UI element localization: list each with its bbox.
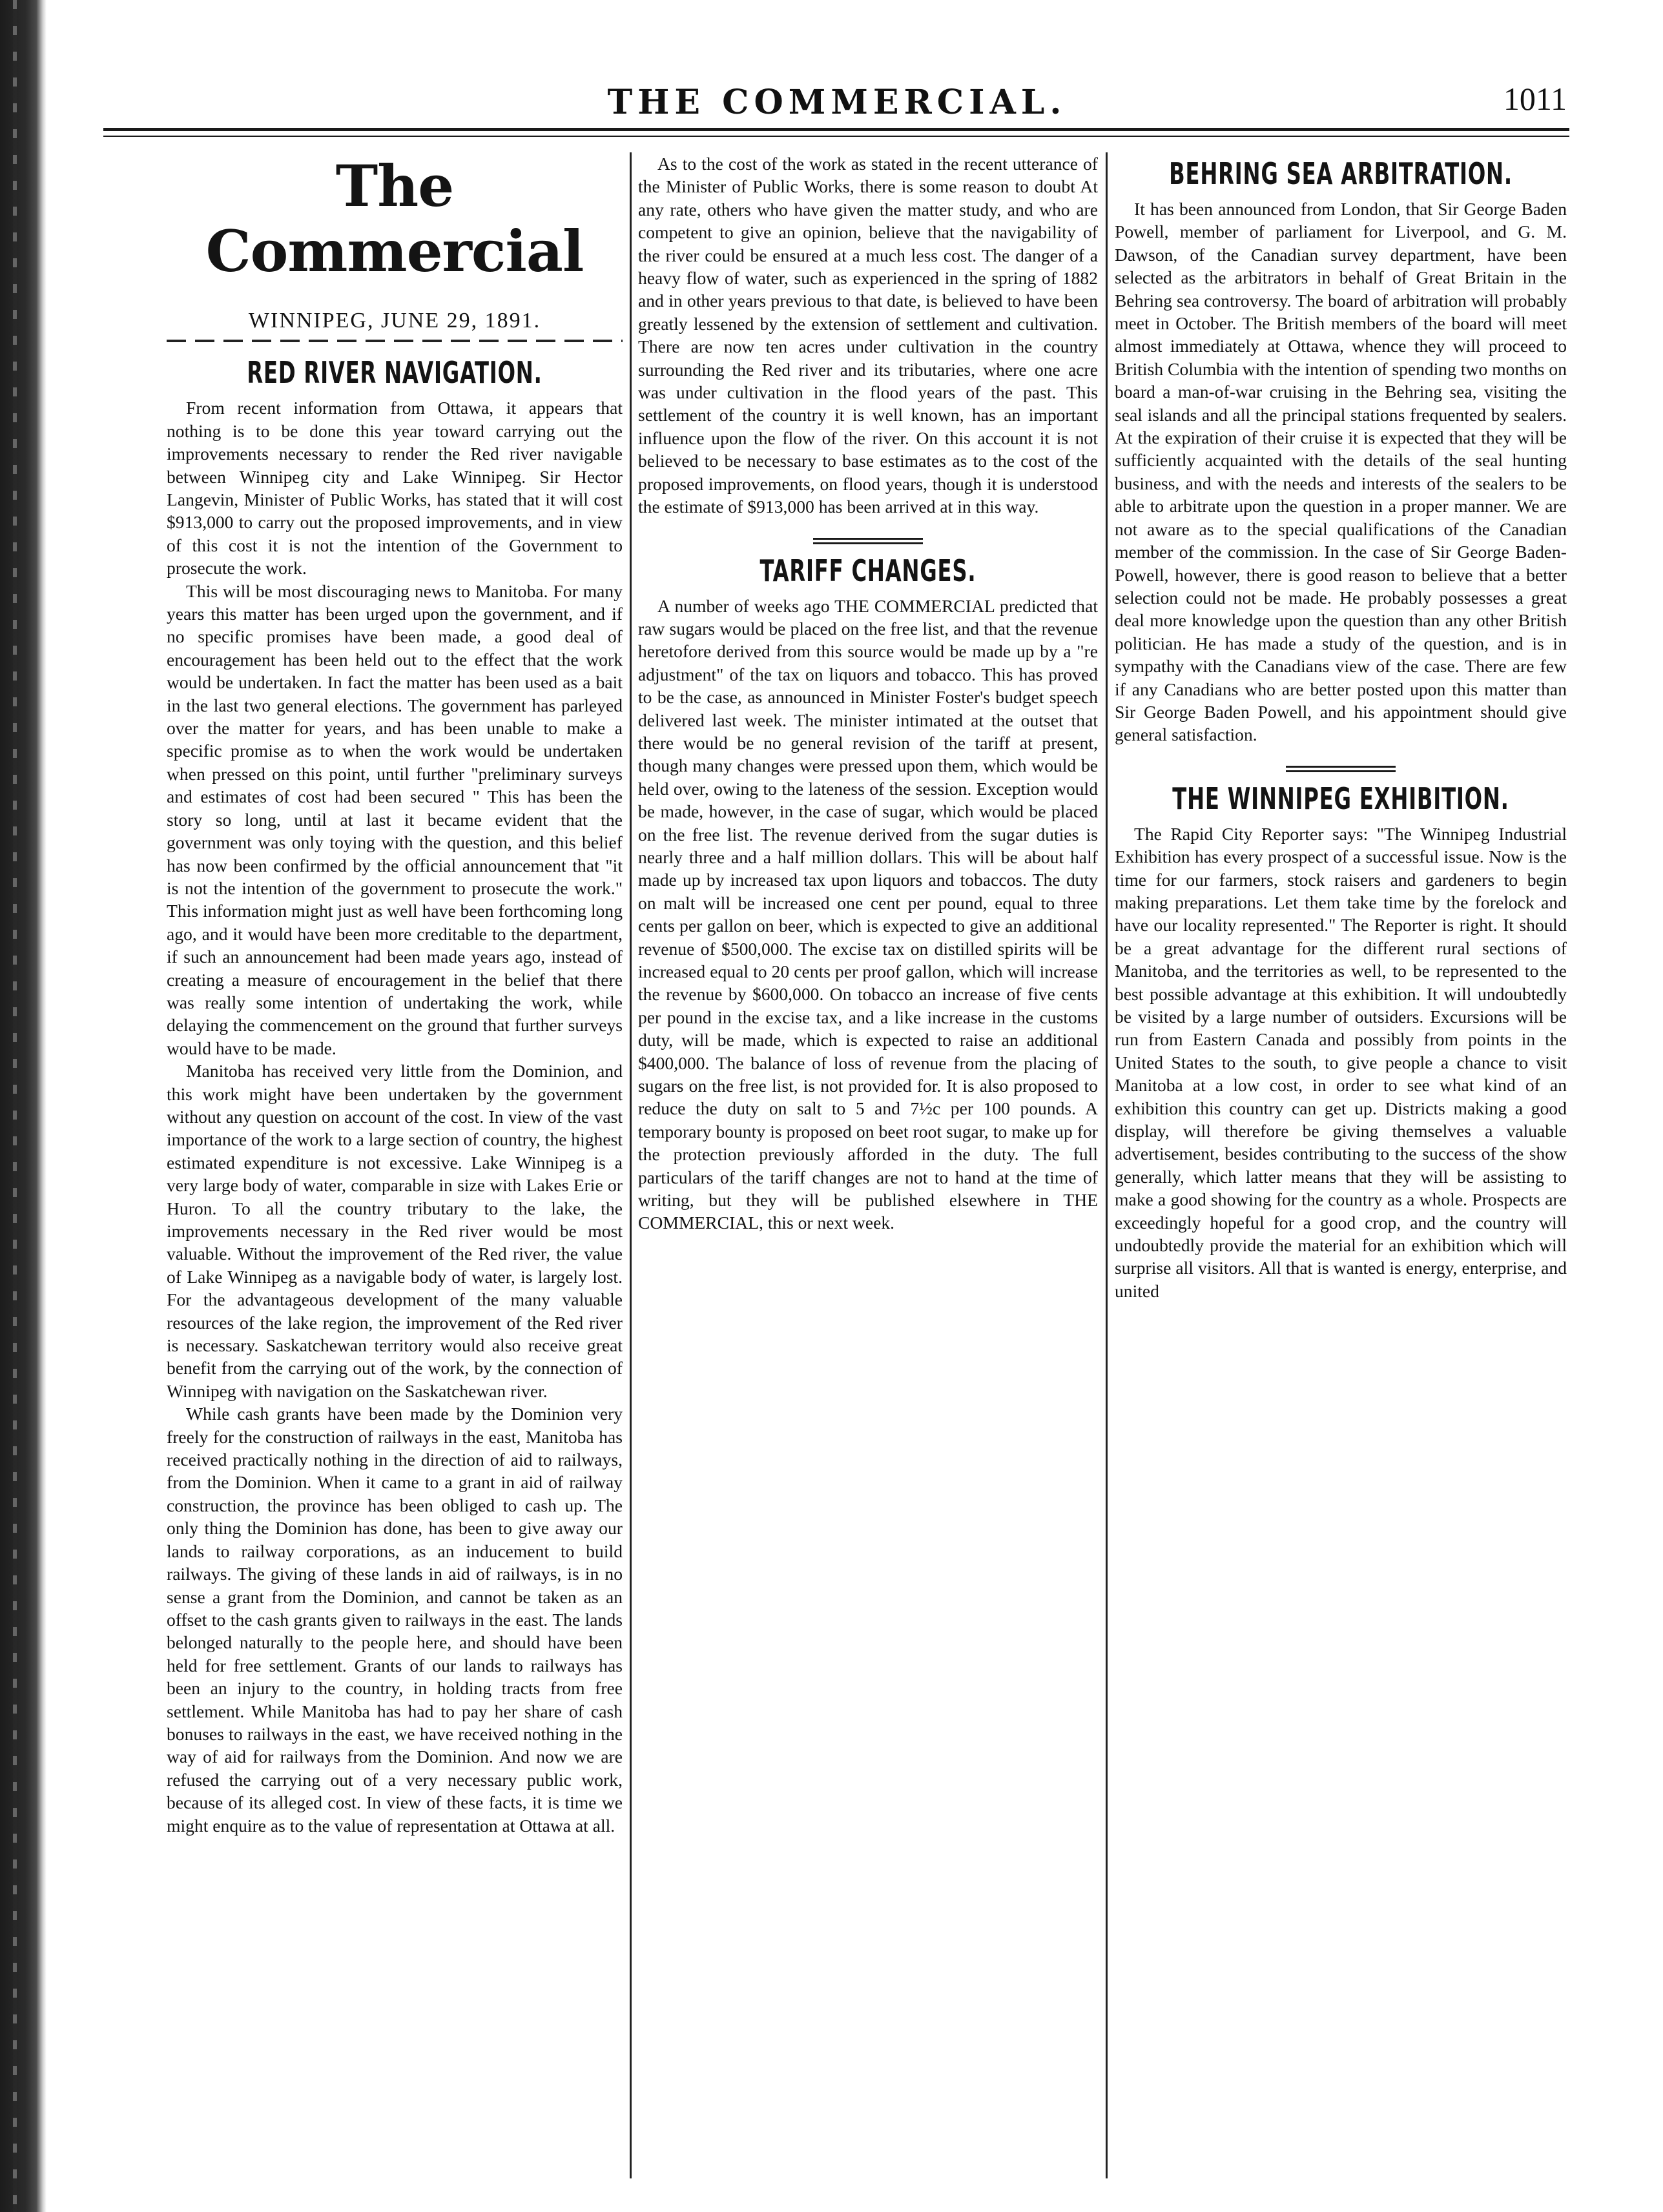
binding-stitching	[13, 0, 17, 2212]
article-paragraph: From recent information from Ottawa, it appears that nothing is to be done this year toward carrying out the improvements necessary to render the Red river navigable between Winnipeg city and Lake Winnipeg. Sir Hector Langevin, Minister of Public Works, has stated that it will cost $913,000 to carry out the proposed improvements, and in view of this cost it is not the intention of the Government to prosecute the work.	[167, 398, 623, 579]
column-divider-2	[1106, 152, 1108, 2178]
article-paragraph: It has been announced from London, that Sir George Baden Powell, member of parliament for Liverpool, and G. M. Dawson, of the Canadian survey department, have been selected as the arbitrators in behalf of Great Britain in the Behring sea controversy. The board of arbitration will probably meet in October. The British members of the board will meet almost immediately at Ottawa, whence they will proceed to British Columbia with the intention of spending two months on board a man-of-war cruising in the Behring sea, visiting the seal islands and all the principal stations frequented by sealers. At the expiration of their cruise it is expected that they will be sufficiently acquainted with the details of the seal hunting business, and with the needs and interests of the sealers to be able to arbitrate upon the question in a proper manner. We are not aware as to the special qualifications of the Canadian member of the commission. In the case of Sir George Baden-Powell, however, there is good reason to believe that a better selection could not be made. He probably possesses a great deal more knowledge upon the question than any other British politician. He has made a study of the question, and is in sympathy with the Canadians view of the case. There are few if any Canadians who are better posted upon this matter than Sir George Baden Powell, and his appointment should give general satisfaction.	[1115, 199, 1567, 745]
article-paragraph: Manitoba has received very little from the Dominion, and this work might have been undertaken by the government without any question on account of the cost. In view of the vast importance of the work to a large section of country, the highest estimated expenditure is not excessive. Lake Winnipeg is a very large body of water, comparable in size with Lakes Erie or Huron. To all the country tributary to the lake, the improvements necessary in the Red river would be most valuable. Without the improvement of the Red river, the value of Lake Winnipeg as a navigable body of water, is largely lost. For the advantageous development of the many valuable resources of the lake region, the improvement of the Red river is necessary. Saskatchewan territory would also receive great benefit from the carrying out of the work, by the connection of Winnipeg with navigation on the Saskatchewan river.	[167, 1061, 623, 1401]
article-red-river-part2	[638, 152, 1098, 518]
column-1	[167, 152, 623, 2186]
article-paragraph: While cash grants have been made by the Dominion very freely for the construction of railways in the east, Manitoba has received practically nothing in the direction of aid to railways, from the Dominion. When it came to a grant in aid of railway construction, the province has been obliged to cash up. The only thing the Dominion has done, has been to give away our lands to railway corporations, as an inducement to build railways. The giving of these lands in aid of railways, is in no sense a grant from the Dominion, and cannot be taken as an offset to the cash grants given to railways in the east. The lands belonged naturally to the people here, and should have been held for free settlement. Grants of our lands to railways has been an injury to the country, in holding tracts from free settlement. While Manitoba has had to pay her share of cash bonuses to railways in the east, we have received nothing in the way of aid for railways from the Dominion. And now we are refused the carrying out of a very necessary public work, because of its alleged cost. In view of these facts, it is time we might enquire as to the value of representation at Ottawa at all.	[167, 1404, 623, 1836]
dateline: WINNIPEG, JUNE 29, 1891.	[248, 309, 541, 333]
running-masthead: THE COMMERCIAL.	[607, 83, 1067, 122]
article-paragraph: This will be most discouraging news to Manitoba. For many years this matter has been urged upon the government, and if no specific promises have been made, a good deal of encouragement has been held out to the effect that the work would be undertaken. In fact the matter has been used as a bait in the last two general elections. The government has parleyed over the matter for years, and has been unable to make a specific promise as to when the work would be undertaken when pressed on this point, until further "preliminary surveys and estimates of cost had been secured " This has been the story so long, until at last it became evident that the government was only toying with the question, and this belief has now been confirmed by the official announcement that "it is not the intention of the government to prosecute the work." This information might just as well have been forthcoming long ago, and it would have been more creditable to the department, if such an announcement had been made years ago, instead of creating a measure of encouragement in the belief that there was really some intention of undertaking the work, while delaying the commencement on the ground that further surveys would have to be made.	[167, 580, 623, 1058]
nameplate: The Commercial	[205, 152, 584, 285]
section-separator	[813, 538, 923, 544]
article-paragraph: A number of weeks ago THE COMMERCIAL predicted that raw sugars would be placed on the free list, and that the revenue heretofore derived from this source would be made up by a "re adjustment" of the tax on liquors and tobacco. This has proved to be the case, as announced in Minister Foster's budget speech delivered last week. The minister intimated at the outset that there would be no general revision of the tariff at present, though many changes were pressed upon them, which would be held over, owing to the lateness of the session. Exception would be made, however, in the case of sugar, which would be placed on the free list. The revenue derived from the sugar duties is nearly three and a half million dollars. This will be about half made up by increased tax upon liquors and tobaccos. The duty on malt will be increased one cent per pound, equal to three cents per gallon on beer, which is expected to give an additional revenue of $500,000. The excise tax on distilled spirits will be increased equal to 20 cents per proof gallon, which will increase the revenue by $600,000. On tobacco an increase of five cents per pound in the excise tax, and a like increase in the customs duty, will be made, which is expected to raise an additional $400,000. The balance of loss of revenue from the placing of sugars on the free list, is not provided for. It is also proposed to reduce the duty on salt to 5 and 7½c per 100 pounds. A temporary bounty is proposed on beet root sugar, to make up for the protection previously afforded in the duty. The full particulars of the tariff changes are not to hand at the time of writing, but they will be published elsewhere in THE COMMERCIAL, this or next week.	[638, 595, 1098, 1233]
book-binding-edge	[0, 0, 46, 2212]
article-red-river-part1	[167, 396, 623, 1837]
header-rule-thick	[103, 128, 1569, 131]
headline-exhibition: THE WINNIPEG EXHIBITION.	[1172, 781, 1509, 816]
headline-tariff: TARIFF CHANGES.	[759, 553, 976, 588]
page-number: 1011	[1503, 81, 1567, 117]
headline-red-river: RED RIVER NAVIGATION.	[247, 355, 542, 391]
dateline-rule	[167, 340, 623, 342]
column-3	[1115, 152, 1567, 2186]
article-exhibition	[1115, 823, 1567, 1303]
column-divider-1	[630, 152, 632, 2178]
section-separator	[1286, 766, 1396, 772]
article-tariff	[638, 595, 1098, 1234]
article-paragraph: The Rapid City Reporter says: "The Winnipeg Industrial Exhibition has every prospect of a successful issue. Now is the time for our farmers, stock raisers and gardeners to begin making preparations. Let them take time by the forelock and have our locality represented." The Reporter is right. It should be a great advantage for the different rural sections of Manitoba, and the territories as well, to be represented to the best possible advantage at this exhibition. It will undoubtedly be visited by a large number of outsiders. Excursions will be run from Eastern Canada and possibly from points in the United States to the south, to give people a chance to visit Manitoba at a low cost, in order to see what kind of an exhibition this country can get up. Districts making a good display, will therefore be giving themselves a valuable advertisement, besides contributing to the success of the show generally, which latter means that they will be assisting to make a good showing for the country as a whole. Prospects are exceedingly hopeful for a good crop, and the country will undoubtedly provide the material for an exhibition which will surprise all visitors. All that is wanted is energy, enterprise, and united	[1115, 823, 1567, 1301]
headline-behring: BEHRING SEA ARBITRATION.	[1169, 156, 1513, 191]
header-rule-thin	[103, 136, 1569, 137]
column-2	[638, 152, 1098, 2186]
article-paragraph: As to the cost of the work as stated in the recent utterance of the Minister of Public Works, there is some reason to doubt At any rate, others who have given the matter study, and who are competent to give an opinion, believe that the navigability of the river could be ensured at a much less cost. The danger of a heavy flow of water, such as experienced in the spring of 1882 and in other years previous to that date, is believed to have been greatly lessened by the extension of settlement and cultivation. There are now ten acres under cultivation in the country surrounding the Red river and its tributaries, where one acre was under cultivation in the flood years of the past. This settlement of the country it is well known, has an important influence upon the flow of the river. On this account it is not believed to be necessary to base estimates as to the cost of the proposed improvements, on flood years, though it is understood the estimate of $913,000 has been arrived at in this way.	[638, 154, 1098, 517]
article-behring	[1115, 198, 1567, 746]
